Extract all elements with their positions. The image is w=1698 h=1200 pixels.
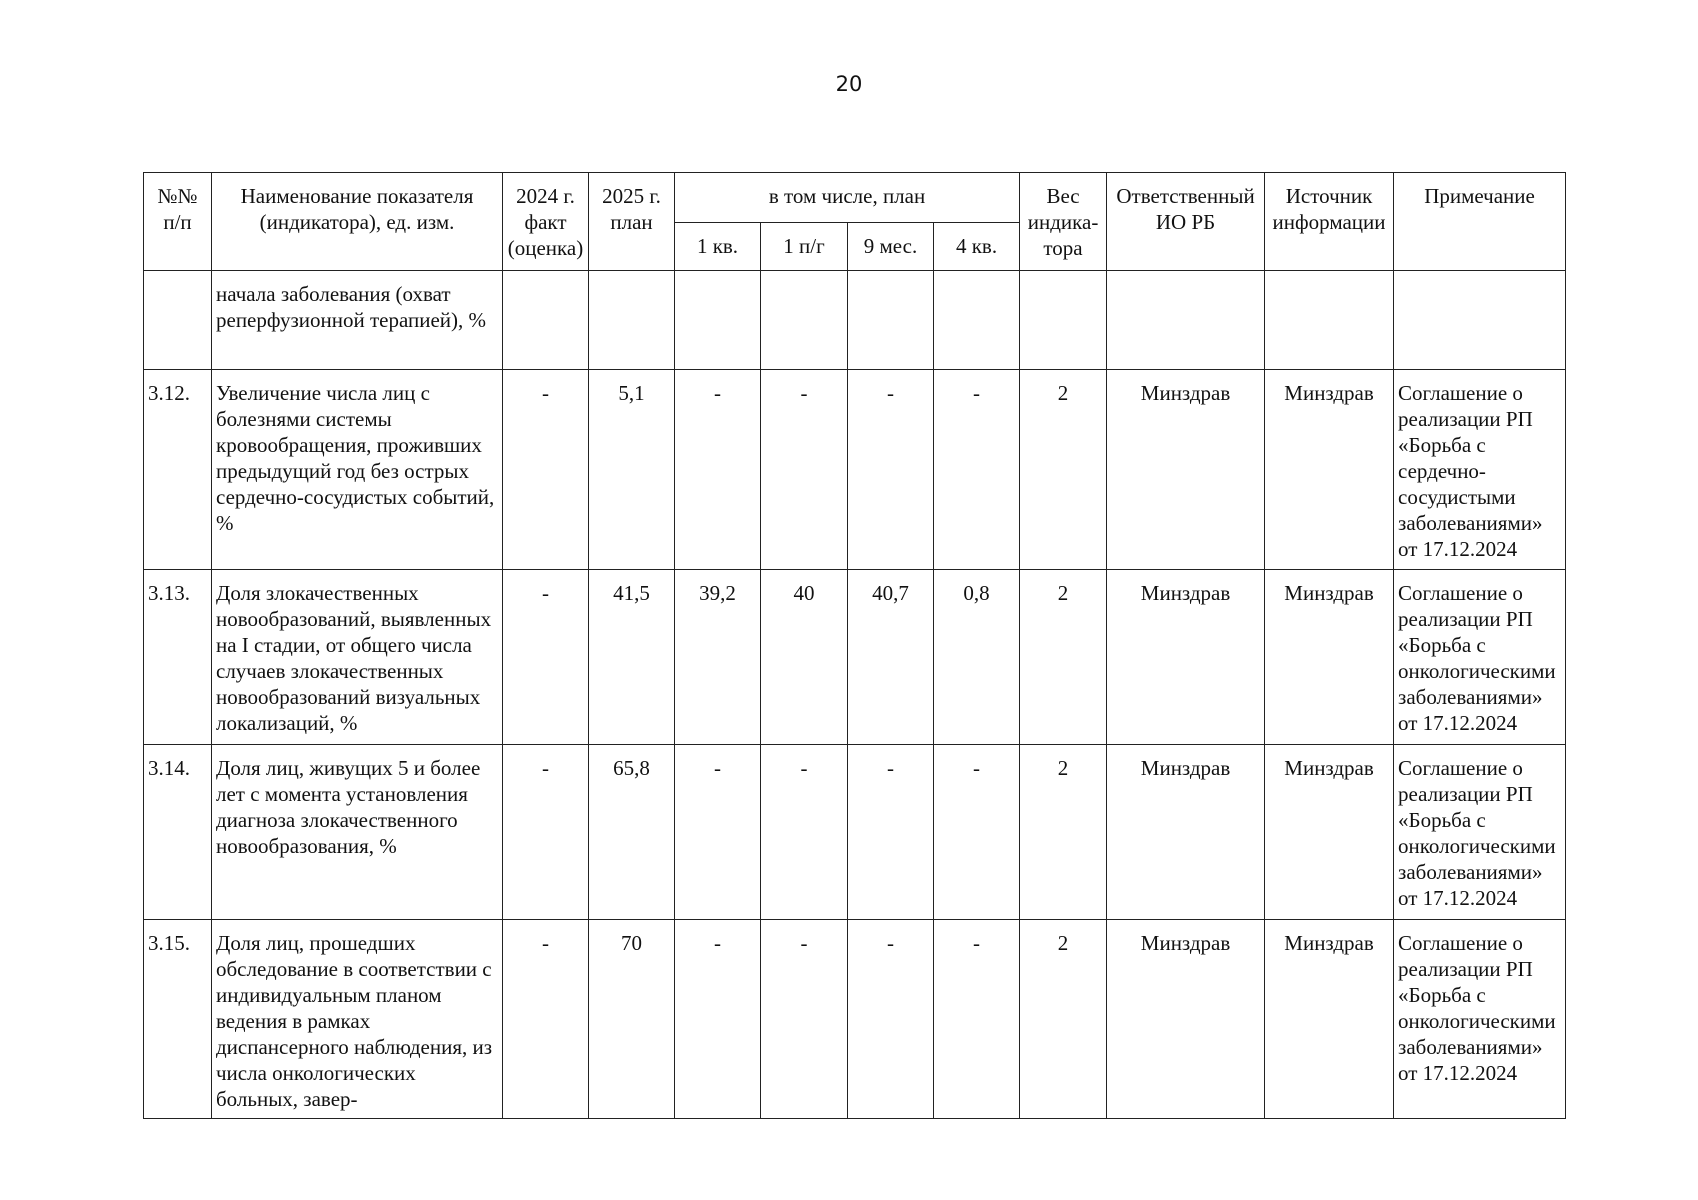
cell-weight <box>1020 271 1107 370</box>
cell-q4: - <box>934 920 1020 1119</box>
cell-weight: 2 <box>1020 920 1107 1119</box>
header-source: Источник информации <box>1265 173 1394 271</box>
indicators-table <box>143 172 1566 1119</box>
table-row <box>144 271 1566 370</box>
cell-q1 <box>675 271 761 370</box>
cell-source <box>1265 271 1394 370</box>
cell-responsible <box>1107 271 1265 370</box>
cell-responsible: Минздрав <box>1107 370 1265 570</box>
cell-source: Минздрав <box>1265 745 1394 920</box>
cell-num: 3.12. <box>144 370 212 570</box>
cell-plan-2025: 41,5 <box>589 570 675 745</box>
cell-h1: - <box>761 745 848 920</box>
cell-h1: - <box>761 370 848 570</box>
cell-9m <box>848 271 934 370</box>
header-h1: 1 п/г <box>761 223 848 271</box>
cell-fact-2024 <box>503 271 589 370</box>
cell-note <box>1394 271 1566 370</box>
cell-num: 3.13. <box>144 570 212 745</box>
cell-fact-2024: - <box>503 920 589 1119</box>
cell-plan-2025: 5,1 <box>589 370 675 570</box>
cell-num: 3.14. <box>144 745 212 920</box>
header-incl-plan: в том числе, план <box>675 173 1020 223</box>
cell-q1: 39,2 <box>675 570 761 745</box>
header-responsible: Ответственный ИО РБ <box>1107 173 1265 271</box>
cell-name: Увеличение числа лиц с болезнями системы кровообращения, проживших предыдущий год без острых сердечно-сосудистых событий, % <box>212 370 503 570</box>
cell-fact-2024: - <box>503 745 589 920</box>
cell-q4: - <box>934 745 1020 920</box>
cell-fact-2024: - <box>503 570 589 745</box>
header-fact-2024: 2024 г. факт (оценка) <box>503 173 589 271</box>
cell-weight: 2 <box>1020 570 1107 745</box>
cell-num: 3.15. <box>144 920 212 1119</box>
header-plan-2025: 2025 г. план <box>589 173 675 271</box>
header-q1: 1 кв. <box>675 223 761 271</box>
header-q4: 4 кв. <box>934 223 1020 271</box>
cell-name: Доля лиц, живущих 5 и более лет с момента установления диагноза злокачественного новообразования, % <box>212 745 503 920</box>
table-row <box>144 920 1566 1119</box>
header-num: №№ п/п <box>144 173 212 271</box>
table-row <box>144 745 1566 920</box>
cell-note: Соглашение о реализации РП «Борьба с онкологическими заболеваниями» от 17.12.2024 <box>1394 920 1566 1119</box>
page-number: 20 <box>835 72 863 96</box>
cell-source: Минздрав <box>1265 570 1394 745</box>
cell-9m: - <box>848 370 934 570</box>
cell-weight: 2 <box>1020 745 1107 920</box>
cell-h1 <box>761 271 848 370</box>
header-note: Примечание <box>1394 173 1566 271</box>
cell-plan-2025: 65,8 <box>589 745 675 920</box>
cell-h1: 40 <box>761 570 848 745</box>
cell-responsible: Минздрав <box>1107 745 1265 920</box>
cell-name: Доля злокачественных новообразований, выявленных на I стадии, от общего числа случаев злокачественных новообразований визуальных локализаций, % <box>212 570 503 745</box>
cell-q4: 0,8 <box>934 570 1020 745</box>
table-row <box>144 570 1566 745</box>
cell-source: Минздрав <box>1265 370 1394 570</box>
cell-weight: 2 <box>1020 370 1107 570</box>
cell-q1: - <box>675 370 761 570</box>
cell-responsible: Минздрав <box>1107 570 1265 745</box>
header-name: Наименование показателя (индикатора), ед. изм. <box>212 173 503 271</box>
cell-q1: - <box>675 745 761 920</box>
cell-source: Минздрав <box>1265 920 1394 1119</box>
cell-q1: - <box>675 920 761 1119</box>
cell-note: Соглашение о реализации РП «Борьба с сердечно-сосудистыми заболеваниями» от 17.12.2024 <box>1394 370 1566 570</box>
cell-plan-2025 <box>589 271 675 370</box>
cell-note: Соглашение о реализации РП «Борьба с онкологическими заболеваниями» от 17.12.2024 <box>1394 745 1566 920</box>
cell-name: Доля лиц, прошедших обследование в соответствии с индивидуальным планом ведения в рамках диспансерного наблюдения, из числа онкологических больных, завер- <box>212 920 503 1119</box>
cell-9m: - <box>848 745 934 920</box>
table-row <box>144 370 1566 570</box>
cell-h1: - <box>761 920 848 1119</box>
cell-note: Соглашение о реализации РП «Борьба с онкологическими заболеваниями» от 17.12.2024 <box>1394 570 1566 745</box>
cell-plan-2025: 70 <box>589 920 675 1119</box>
cell-fact-2024: - <box>503 370 589 570</box>
header-row <box>144 173 1566 223</box>
header-weight: Вес индика-тора <box>1020 173 1107 271</box>
cell-num <box>144 271 212 370</box>
cell-9m: 40,7 <box>848 570 934 745</box>
cell-9m: - <box>848 920 934 1119</box>
cell-responsible: Минздрав <box>1107 920 1265 1119</box>
cell-name: начала заболевания (охват реперфузионной терапией), % <box>212 271 503 370</box>
cell-q4 <box>934 271 1020 370</box>
header-9m: 9 мес. <box>848 223 934 271</box>
cell-q4: - <box>934 370 1020 570</box>
